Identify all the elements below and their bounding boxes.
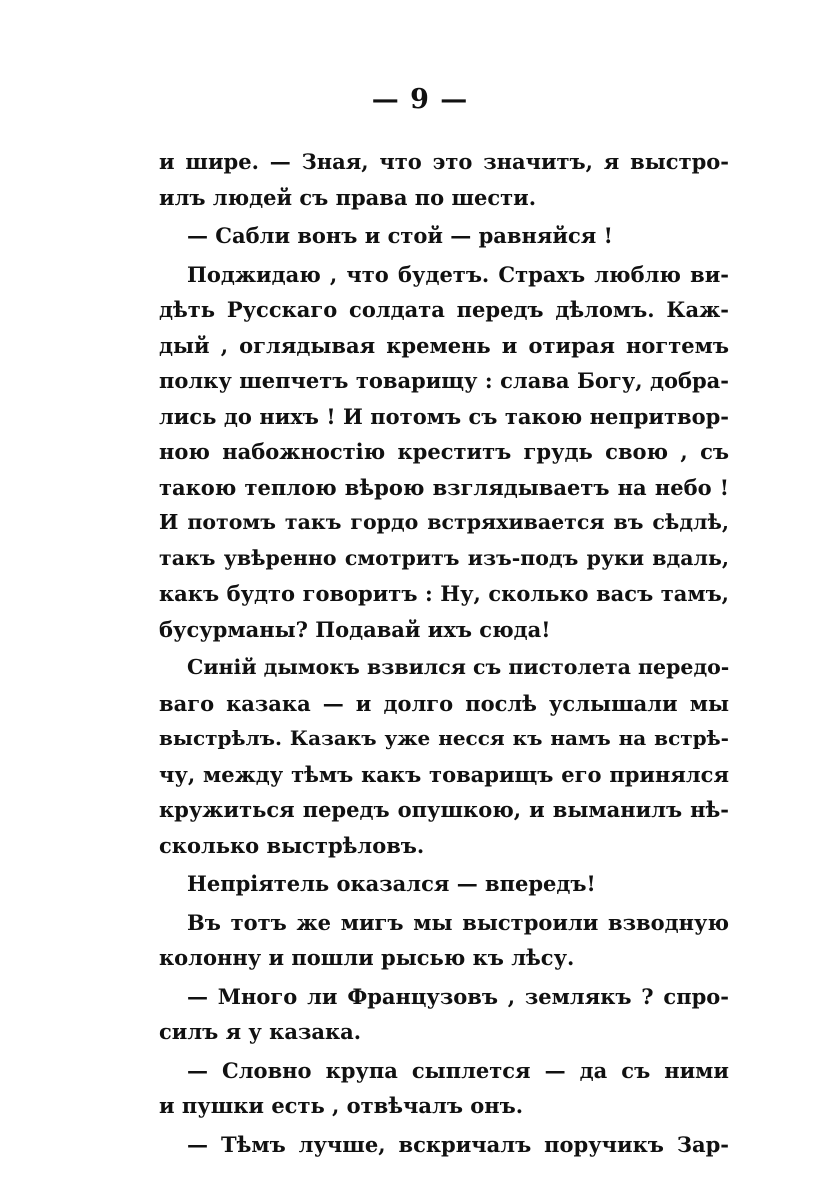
text-line: силъ я у казака. bbox=[159, 1019, 362, 1044]
text-line: полку шепчетъ товарищу : слава Богу, добра- bbox=[159, 368, 729, 393]
text-line: Въ тотъ же мигъ мы выстроили взводную bbox=[187, 909, 729, 935]
text-line: — Много ли Французовъ , землякъ ? спро- bbox=[187, 983, 729, 1009]
text-line: выстрѣлъ. Казакъ уже несся къ намъ на встрѣ- bbox=[159, 726, 729, 750]
body-text bbox=[159, 144, 729, 1162]
text-line: и шире. — Зная, что это значитъ, я выстро- bbox=[159, 149, 729, 174]
text-line: — Тѣмъ лучше, вскричалъ поручикъ Зар- bbox=[187, 1131, 729, 1157]
text-line: И потомъ такъ гордо встряхивается въ сѣдлѣ, bbox=[159, 510, 729, 534]
page-number: — 9 — bbox=[371, 84, 469, 115]
text-line: Поджидаю , что будетъ. Страхъ люблю ви- bbox=[187, 261, 729, 287]
text-line: лись до нихъ ! И потомъ съ такою непритвор- bbox=[159, 403, 729, 429]
text-line: Синій дымокъ взвился съ пистолета передо- bbox=[187, 655, 730, 679]
text-line: дый , оглядывая кремень и отирая ногтемъ bbox=[159, 332, 729, 358]
text-line: чу, между тѣмъ какъ товарищъ его принялся bbox=[159, 761, 729, 787]
text-line: колонну и пошли рысью къ лѣсу. bbox=[159, 945, 575, 970]
text-line: дѣть Русскаго солдата передъ дѣломъ. Каж- bbox=[159, 297, 729, 322]
text-line: сколько выстрѣловъ. bbox=[159, 832, 425, 858]
text-line: ною набожностію креститъ грудь свою , съ bbox=[159, 439, 729, 464]
text-line: такъ увѣренно смотритъ изъ-подъ руки вдаль, bbox=[159, 545, 729, 570]
text-line: какъ будто говоритъ : Ну, сколько васъ тамъ, bbox=[159, 581, 729, 606]
text-line: ваго казака — и долго послѣ услышали мы bbox=[159, 690, 729, 716]
text-line: — Словно крупа сыплется — да съ ними bbox=[187, 1057, 729, 1083]
text-line: бусурманы? Подавай ихъ сюда! bbox=[159, 616, 551, 642]
text-line: Непріятель оказался — впередъ! bbox=[187, 871, 596, 896]
text-line: илъ людей съ права по шести. bbox=[159, 184, 537, 210]
text-line: кружиться передъ опушкою, и выманилъ нѣ- bbox=[159, 797, 729, 822]
text-line: и пушки есть , отвѣчалъ онъ. bbox=[159, 1093, 524, 1118]
text-line: такою теплою вѣрою взглядываетъ на небо ! bbox=[159, 474, 729, 500]
text-line: — Сабли вонъ и стой — равняйся ! bbox=[187, 223, 613, 248]
